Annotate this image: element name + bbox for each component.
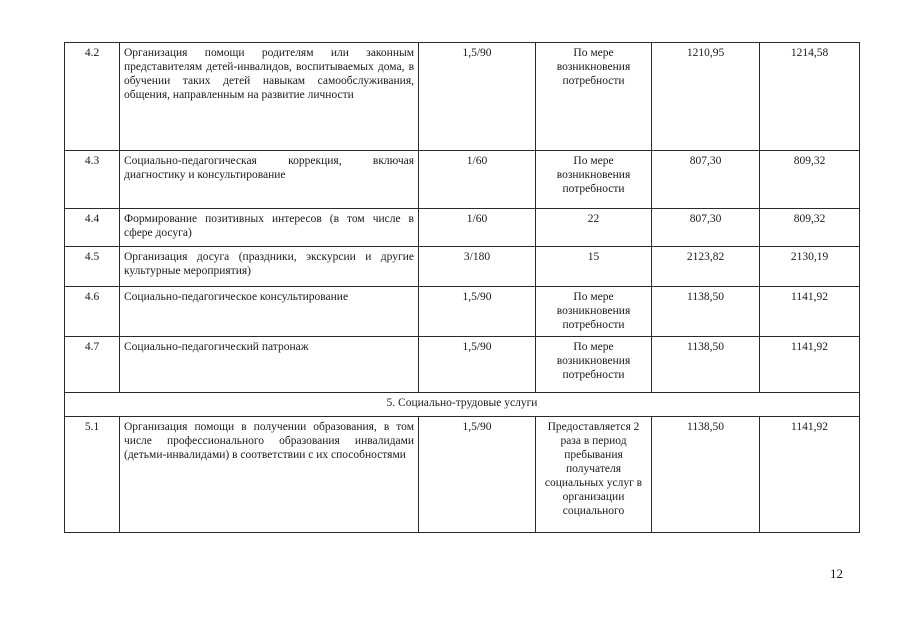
service-name: Социально-педагогическое консультирование: [120, 287, 419, 337]
price-1: 1138,50: [652, 417, 760, 533]
section-header-row: [65, 393, 860, 417]
service-name: Формирование позитивных интересов (в том числе в сфере досуга): [120, 209, 419, 247]
time-norm: 1,5/90: [419, 43, 536, 151]
row-number: 4.4: [65, 209, 120, 247]
row-number: 4.3: [65, 151, 120, 209]
time-norm: 1,5/90: [419, 337, 536, 393]
frequency: По мере возникновения потребности: [536, 287, 652, 337]
time-norm: 1/60: [419, 151, 536, 209]
table-row: [65, 417, 860, 533]
price-2: 1141,92: [760, 287, 860, 337]
price-1: 1138,50: [652, 337, 760, 393]
frequency: По мере возникновения потребности: [536, 337, 652, 393]
price-2: 1141,92: [760, 417, 860, 533]
price-1: 807,30: [652, 151, 760, 209]
price-2: 1141,92: [760, 337, 860, 393]
row-number: 5.1: [65, 417, 120, 533]
price-2: 809,32: [760, 209, 860, 247]
service-name: Организация помощи родителям или законным представителям детей-инвалидов, воспитываемых дома, в обучении таких детей навыкам самообслуживания, общения, направленным на развитие личности: [120, 43, 419, 151]
price-1: 1210,95: [652, 43, 760, 151]
price-2: 1214,58: [760, 43, 860, 151]
service-name: Организация досуга (праздники, экскурсии и другие культурные мероприятия): [120, 247, 419, 287]
section-title: 5. Социально-трудовые услуги: [65, 393, 860, 417]
table-row: [65, 209, 860, 247]
row-number: 4.5: [65, 247, 120, 287]
table-row: [65, 337, 860, 393]
services-table: [64, 42, 860, 533]
frequency: 22: [536, 209, 652, 247]
price-2: 2130,19: [760, 247, 860, 287]
price-2: 809,32: [760, 151, 860, 209]
table-row: [65, 43, 860, 151]
service-name: Организация помощи в получении образования, в том числе профессионального образования инвалидами (детьми-инвалидами) в соответствии с их способностями: [120, 417, 419, 533]
table-row: [65, 151, 860, 209]
service-name: Социально-педагогическая коррекция, включая диагностику и консультирование: [120, 151, 419, 209]
price-1: 2123,82: [652, 247, 760, 287]
frequency: По мере возникновения потребности: [536, 151, 652, 209]
page-number: 12: [830, 566, 843, 581]
price-1: 1138,50: [652, 287, 760, 337]
table-row: [65, 287, 860, 337]
row-number: 4.7: [65, 337, 120, 393]
price-1: 807,30: [652, 209, 760, 247]
frequency: 15: [536, 247, 652, 287]
time-norm: 1,5/90: [419, 287, 536, 337]
time-norm: 1/60: [419, 209, 536, 247]
frequency: По мере возникновения потребности: [536, 43, 652, 151]
service-name: Социально-педагогический патронаж: [120, 337, 419, 393]
row-number: 4.2: [65, 43, 120, 151]
time-norm: 1,5/90: [419, 417, 536, 533]
time-norm: 3/180: [419, 247, 536, 287]
table-row: [65, 247, 860, 287]
row-number: 4.6: [65, 287, 120, 337]
frequency: Предоставляется 2 раза в период пребывания получателя социальных услуг в организации социального: [536, 417, 652, 533]
